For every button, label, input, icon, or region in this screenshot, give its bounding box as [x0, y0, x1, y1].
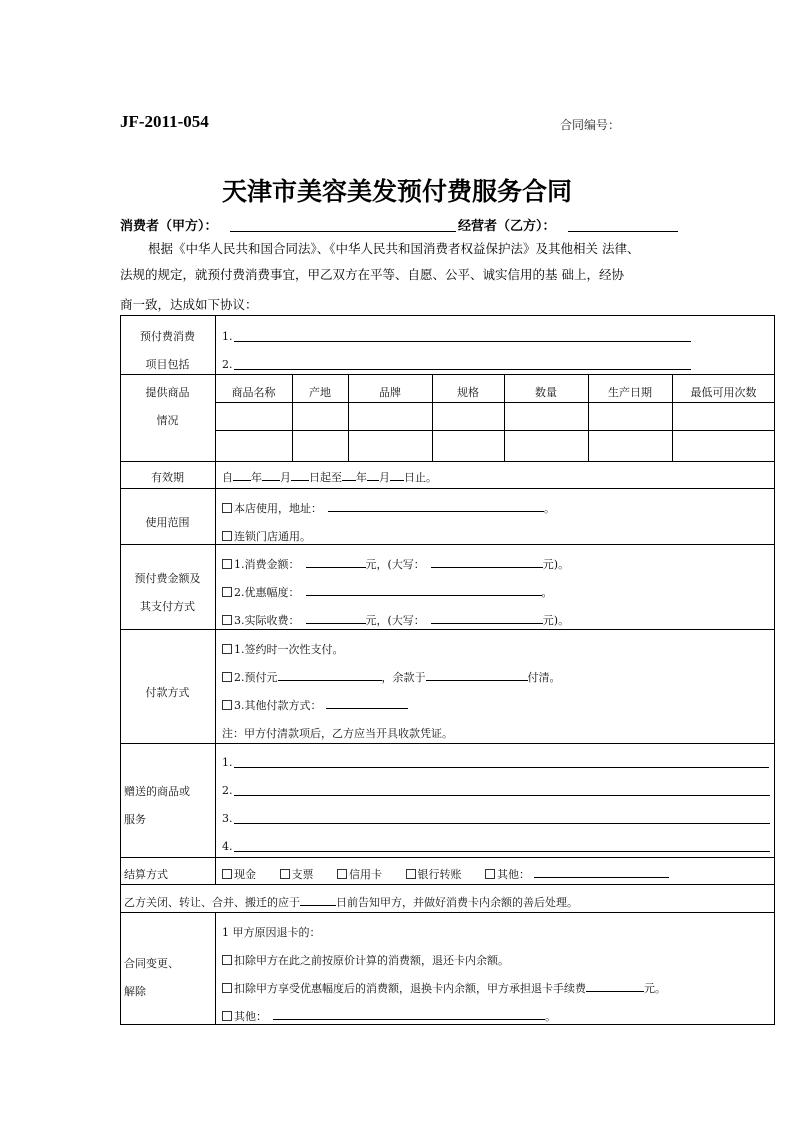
other-payment-label: 3.其他付款方式： — [234, 699, 322, 712]
change-option-2 — [222, 980, 666, 996]
column-header: 产地 — [309, 386, 331, 399]
items-label-line-1: 预付费消费 — [140, 330, 195, 343]
change-option-1 — [222, 952, 509, 968]
checkbox[interactable] — [222, 955, 232, 965]
label-column-divider — [215, 315, 216, 885]
end-label: 日止。 — [404, 471, 437, 484]
checkbox[interactable] — [406, 869, 416, 879]
checkbox[interactable] — [222, 1011, 232, 1021]
other-payment-field[interactable] — [326, 708, 408, 709]
column-header: 规格 — [457, 386, 479, 399]
checkbox[interactable] — [222, 983, 232, 993]
item-number: 1. — [222, 330, 233, 343]
discount-field[interactable] — [306, 595, 542, 596]
payment-option-2 — [222, 669, 561, 685]
row-divider — [120, 629, 775, 630]
consumption-amount-label: 1.消费金额： — [234, 558, 300, 571]
operator-label: 经营者（乙方）： — [458, 219, 556, 234]
consumer-label: 消费者（甲方）： — [120, 219, 218, 234]
checkbox[interactable] — [222, 503, 232, 513]
gifts-label-line-2: 服务 — [124, 813, 146, 826]
start-month-field[interactable] — [262, 480, 280, 481]
scope-label: 使用范围 — [145, 516, 190, 529]
yuan-label: 元)。 — [542, 558, 570, 571]
refund-fee-field[interactable] — [586, 991, 644, 992]
change-option-1-label: 扣除甲方在此之前按原价计算的消费额，退还卡内余额。 — [234, 954, 509, 967]
day-to-label: 日起至 — [309, 471, 342, 484]
settlement-check: 支票 — [291, 868, 314, 881]
gifts-label-line-1: 赠送的商品或 — [124, 785, 190, 798]
start-day-field[interactable] — [291, 480, 309, 481]
row-divider — [120, 857, 775, 858]
checkbox[interactable] — [280, 869, 290, 879]
page-title: 天津市美容美发预付费服务合同 — [221, 177, 572, 206]
checkbox[interactable] — [222, 700, 232, 710]
month-label: 月 — [379, 471, 390, 484]
row-divider — [120, 544, 775, 545]
closure-clause — [124, 894, 578, 910]
checkbox[interactable] — [222, 672, 232, 682]
settlement-options — [222, 866, 669, 882]
payment-note: 注：甲方付清款项后，乙方应当开具收款凭证。 — [222, 727, 453, 740]
checkbox[interactable] — [222, 869, 232, 879]
row-divider — [120, 461, 775, 462]
preamble-line-3: 商一致，达成如下协议： — [120, 297, 258, 312]
scope-option-1-label: 本店使用，地址： — [234, 502, 322, 515]
settlement-cash: 现金 — [234, 868, 256, 881]
settlement-credit-card: 信用卡 — [349, 868, 382, 881]
document-code: JF-2011-054 — [120, 112, 209, 131]
change-option-2-label: 扣除甲方享受优惠幅度后的消费额，退换卡内余额，甲方承担退卡手续费 — [234, 982, 586, 995]
start-year-field[interactable] — [233, 480, 251, 481]
payment-option-3 — [222, 697, 408, 713]
column-header: 生产日期 — [608, 386, 652, 399]
notice-days-field[interactable] — [300, 905, 336, 906]
change-label-line-1: 合同变更、 — [124, 957, 179, 970]
row-divider — [120, 912, 775, 913]
year-label: 年 — [356, 471, 367, 484]
payment-option-1 — [222, 641, 344, 657]
gift-1-field[interactable] — [234, 767, 769, 768]
address-field[interactable] — [328, 511, 544, 512]
preamble-line-1: 根据《中华人民共和国合同法》、《中华人民共和国消费者权益保护法》及其他相关 法律、 — [148, 241, 640, 256]
products-label-line-2: 情况 — [156, 414, 179, 427]
gift-number: 4. — [222, 840, 233, 853]
balance-date-field[interactable] — [426, 680, 528, 681]
period: 。 — [541, 586, 553, 599]
amount-option-1 — [222, 556, 569, 572]
settlement-other-field[interactable] — [534, 877, 669, 878]
gift-number: 3. — [222, 812, 233, 825]
actual-charge-field[interactable] — [306, 623, 366, 624]
actual-charge-uppercase-field[interactable] — [431, 623, 543, 624]
contract-number-label: 合同编号： — [560, 118, 621, 132]
gift-number: 2. — [222, 784, 233, 797]
gift-number: 1. — [222, 756, 233, 769]
row-divider — [120, 884, 775, 885]
item-number: 2. — [222, 358, 233, 371]
closure-suffix: 日前告知甲方，并做好消费卡内余额的善后处理。 — [336, 896, 578, 909]
settlement-bank-transfer: 银行转账 — [417, 868, 462, 881]
item-2-field[interactable] — [234, 369, 691, 370]
row-divider — [120, 743, 775, 744]
validity-from: 自 — [222, 471, 233, 484]
validity-label: 有效期 — [151, 471, 184, 484]
scope-option-2 — [222, 528, 311, 544]
yuan-label: 元)。 — [542, 614, 570, 627]
period: 。 — [544, 502, 555, 515]
row-divider — [120, 488, 775, 489]
amount-option-2 — [222, 584, 553, 600]
consumption-amount-field[interactable] — [306, 567, 366, 568]
actual-charge-label: 3.实际收费： — [234, 614, 300, 627]
product-grid-line — [215, 430, 775, 431]
gift-2-field[interactable] — [234, 795, 770, 796]
consumer-field[interactable] — [230, 231, 456, 232]
column-header: 最低可用次数 — [690, 386, 757, 399]
checkbox[interactable] — [222, 587, 232, 597]
period: 。 — [545, 1010, 556, 1023]
month-label: 月 — [280, 471, 291, 484]
settlement-other: 其他： — [497, 868, 530, 881]
settlement-label: 结算方式 — [124, 868, 168, 881]
amount-option-3 — [222, 612, 569, 628]
row-divider — [120, 374, 775, 375]
checkbox[interactable] — [222, 615, 232, 625]
yuan-label: 元。 — [644, 982, 666, 995]
checkbox[interactable] — [222, 559, 232, 569]
uppercase-label: 元，(大写： — [365, 558, 425, 571]
prepay-field[interactable] — [278, 680, 382, 681]
validity-text — [222, 469, 437, 485]
column-header: 商品名称 — [231, 386, 276, 399]
operator-field[interactable] — [568, 231, 678, 232]
change-option-3 — [222, 1008, 556, 1024]
gift-4-field[interactable] — [234, 851, 770, 852]
items-label-line-2: 项目包括 — [145, 358, 190, 371]
end-day-field[interactable] — [390, 480, 404, 481]
year-label: 年 — [251, 471, 262, 484]
label-column-divider-lower — [215, 912, 216, 1025]
checkbox[interactable] — [337, 869, 347, 879]
discount-label: 2.优惠幅度： — [234, 586, 300, 599]
products-label-line-1: 提供商品 — [145, 386, 190, 399]
scope-option-1 — [222, 500, 555, 516]
checkbox[interactable] — [222, 531, 232, 541]
closure-prefix: 乙方关闭、转让、合并、搬迁的应于 — [124, 896, 300, 909]
uppercase-label: 元，(大写： — [365, 614, 425, 627]
amount-label-line-1: 预付费金额及 — [134, 572, 201, 585]
change-other-label: 其他： — [234, 1010, 267, 1023]
checkbox[interactable] — [485, 869, 495, 879]
scope-option-2-label: 连锁门店通用。 — [234, 530, 311, 543]
consumption-amount-uppercase-field[interactable] — [431, 567, 543, 568]
column-header: 品牌 — [379, 386, 401, 399]
column-header: 数量 — [535, 386, 557, 399]
product-grid-line — [215, 402, 775, 403]
balance-label: ，余款于 — [381, 671, 426, 684]
preamble-line-2: 法规的规定，就预付费消费事宜，甲乙双方在平等、自愿、公平、诚实信用的基 础上，经协 — [120, 267, 624, 282]
payment-label: 付款方式 — [145, 686, 190, 699]
item-1-field[interactable] — [234, 341, 691, 342]
change-label-line-2: 解除 — [124, 985, 146, 998]
paid-label: 付清。 — [527, 671, 561, 684]
amount-label-line-2: 其支付方式 — [140, 600, 195, 613]
payment-option-1-label: 1.签约时一次性支付。 — [234, 643, 344, 656]
end-month-field[interactable] — [367, 480, 379, 481]
change-other-field[interactable] — [273, 1019, 545, 1020]
checkbox[interactable] — [222, 644, 232, 654]
prepay-label: 2.预付元 — [234, 671, 278, 684]
end-year-field[interactable] — [342, 480, 356, 481]
change-heading: 1 甲方原因退卡的： — [222, 926, 321, 939]
gift-3-field[interactable] — [234, 823, 770, 824]
